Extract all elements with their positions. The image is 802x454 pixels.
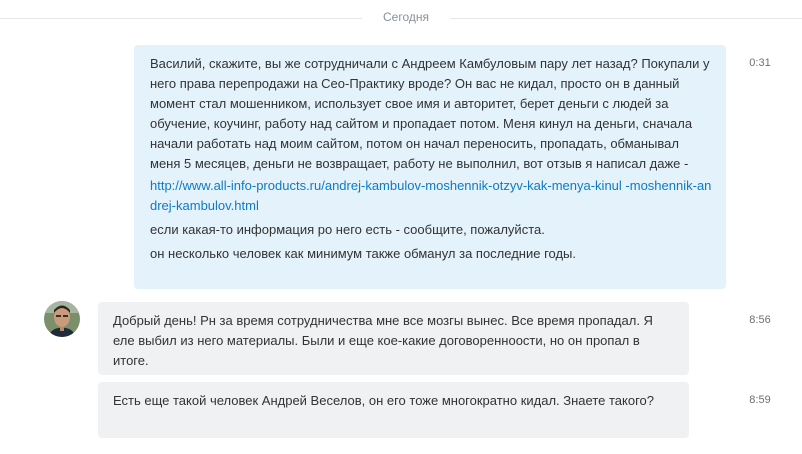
message-timestamp: 8:59	[749, 394, 771, 406]
outgoing-message-bubble[interactable]	[134, 45, 726, 289]
message-text: Есть еще такой человек Андрей Веселов, он его тоже многократно кидал. Знаете такого?	[113, 393, 654, 408]
message-link[interactable]	[150, 176, 712, 216]
message-text: Василий, скажите, вы же сотрудничали с Андреем Камбуловым пару лет назад? Покупали у него права перепродажи на Сео-Практику вроде? Он вас не кидал, просто он в данный момент стал мошенником, использует свое имя и авторитет, берет деньги с людей за обучение, коучинг, работу над сайтом и пропадает потом. Меня кинул на деньги, сначала начали работать над моим сайтом, потом он начал переносить, пропадать, обманывал меня 5 месяцев, деньги не возвращает, работу не выполнил, вот отзыв я написал даже -	[150, 56, 710, 171]
message-link-part-1: http://www.all-info-products.ru/andrej-kambulov-moshennik-otzyv-kak-menya-kinul	[150, 178, 622, 193]
separator-line-right	[450, 18, 802, 19]
incoming-message-bubble[interactable]	[98, 302, 689, 375]
message-timestamp: 8:56	[749, 314, 771, 326]
message-text: Добрый день! Рн за время сотрудничества мне все мозгы вынес. Все время пропадал. Я еле выбил из него материалы. Были и еще кое-какие договоренноости, но он пропал в итоге.	[113, 313, 653, 368]
message-timestamp: 0:31	[749, 57, 771, 69]
message-text: если какая-то информация ро него есть - сообщите, пожалуйста.	[150, 222, 545, 237]
day-separator-label: Сегодня	[383, 10, 429, 24]
separator-line-left	[0, 18, 362, 19]
avatar-photo-icon	[44, 301, 80, 337]
day-separator	[0, 8, 802, 44]
incoming-message-bubble[interactable]	[98, 382, 689, 438]
message-text: он несколько человек как минимум также обманул за последние годы.	[150, 246, 577, 261]
message-link-part-2: -moshennik-andrej-kambulov.html	[150, 178, 712, 213]
message-link-paragraph	[150, 176, 712, 216]
contact-avatar[interactable]	[44, 301, 80, 337]
